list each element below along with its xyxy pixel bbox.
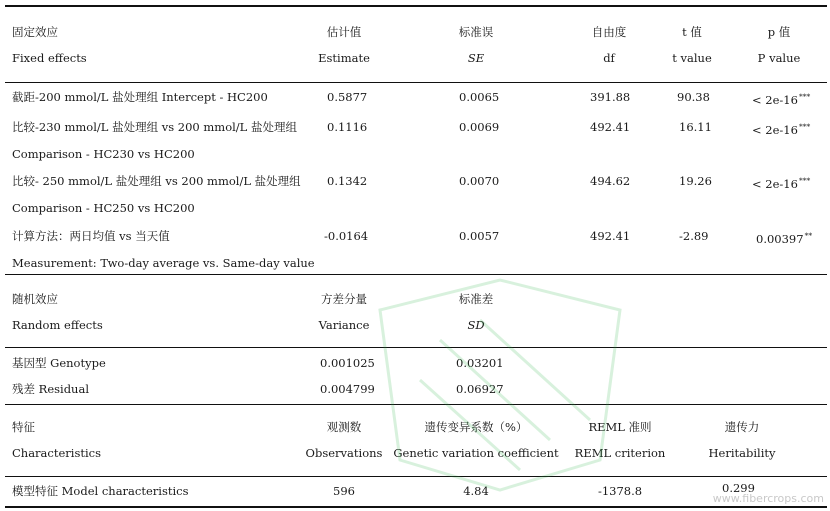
col-df-en: df (603, 51, 615, 65)
model-heritability: 0.299 (722, 481, 755, 495)
fixed-row-label-en: Comparison - HC250 vs HC200 (12, 201, 195, 215)
fixed-row-se: 0.0070 (459, 174, 500, 188)
fixed-row-p (752, 90, 810, 107)
col-estimate-en: Estimate (318, 51, 370, 65)
fixed-row-estimate: -0.0164 (324, 229, 369, 243)
fixed-row-df: 492.41 (590, 229, 631, 243)
col-sd-cn: 标准差 (458, 292, 494, 306)
col-p-en: P value (757, 51, 801, 65)
fixed-row-label: 比较- 250 mmol/L 盐处理组 vs 200 mmol/L 盐处理组 (12, 174, 301, 188)
model-reml: -1378.8 (597, 484, 643, 498)
fixed-effects-label-cn: 固定效应 (12, 25, 58, 39)
fixed-row-estimate: 0.5877 (327, 90, 368, 104)
significance-stars: *** (798, 122, 811, 131)
fixed-effects-label-en: Fixed effects (12, 51, 87, 65)
fixed-row-label: 比较-230 mmol/L 盐处理组 vs 200 mmol/L 盐处理组 (12, 120, 297, 134)
random-effects-label-en: Random effects (12, 318, 103, 332)
col-t-en: t value (672, 51, 712, 65)
col-se-en: SE (467, 51, 485, 65)
fixed-row-label-en: Comparison - HC230 vs HC200 (12, 147, 195, 161)
col-t-cn: t 值 (682, 25, 702, 39)
col-observations-en: Observations (305, 446, 383, 460)
random-row-label: 残差 Residual (12, 382, 90, 396)
col-variance-cn: 方差分量 (321, 292, 367, 306)
significance-stars: *** (798, 92, 811, 101)
random-row-sd: 0.03201 (456, 356, 504, 370)
watermark-url: www.fibercrops.com (712, 492, 824, 505)
col-gvc-cn: 遗传变异系数（%） (424, 420, 528, 434)
col-estimate-cn: 估计值 (326, 25, 362, 39)
col-gvc-en: Genetic variation coefficient (393, 446, 559, 460)
fixed-row-se: 0.0057 (459, 229, 500, 243)
col-reml-cn: REML 准则 (588, 420, 652, 434)
rule-after-header (5, 82, 827, 83)
fixed-row-label-en: Measurement: Two-day average vs. Same-day value (12, 256, 315, 270)
col-df-cn: 自由度 (591, 25, 627, 39)
random-row-label: 基因型 Genotype (12, 356, 106, 370)
fixed-row-t: 19.26 (679, 174, 712, 188)
model-observations: 596 (333, 484, 355, 498)
fixed-row-t: 16.11 (679, 120, 712, 134)
fixed-row-t: -2.89 (679, 229, 709, 243)
random-row-variance: 0.001025 (320, 356, 375, 370)
fixed-row-df: 391.88 (590, 90, 631, 104)
fixed-row-p (756, 229, 812, 246)
fixed-row-p (752, 120, 810, 137)
fixed-row-se: 0.0069 (459, 120, 500, 134)
random-row-variance: 0.004799 (320, 382, 375, 396)
fixed-row-estimate: 0.1342 (327, 174, 368, 188)
characteristics-label-en: Characteristics (12, 446, 102, 460)
col-heritability-cn: 遗传力 (724, 420, 760, 434)
fixed-row-label: 计算方法：两日均值 vs 当天值 (12, 229, 170, 243)
fixed-row-t: 90.38 (677, 90, 710, 104)
fixed-row-df: 494.62 (590, 174, 631, 188)
random-row-sd: 0.06927 (456, 382, 504, 396)
p-value: < 2e-16 (752, 123, 798, 137)
fixed-row-estimate: 0.1116 (327, 120, 368, 134)
col-variance-en: Variance (318, 318, 370, 332)
col-observations-cn: 观测数 (326, 420, 362, 434)
col-p-cn: p 值 (767, 25, 791, 39)
significance-stars: *** (798, 176, 811, 185)
fixed-row-df: 492.41 (590, 120, 631, 134)
col-reml-en: REML criterion (574, 446, 666, 460)
significance-stars: ** (804, 231, 813, 240)
p-value: < 2e-16 (752, 93, 798, 107)
col-heritability-en: Heritability (708, 446, 776, 460)
p-value: 0.00397 (756, 232, 804, 246)
watermark-logo (360, 270, 643, 500)
fixed-row-p (752, 174, 810, 191)
model-row-label: 模型特征 Model characteristics (12, 484, 189, 498)
model-gvc: 4.84 (463, 484, 489, 498)
fixed-row-label: 截距-200 mmol/L 盐处理组 Intercept - HC200 (12, 90, 268, 104)
col-se-cn: 标准误 (458, 25, 494, 39)
characteristics-label-cn: 特征 (12, 420, 35, 434)
random-effects-label-cn: 随机效应 (12, 292, 58, 306)
p-value: < 2e-16 (752, 177, 798, 191)
bottom-rule (5, 506, 827, 508)
top-rule (5, 5, 827, 7)
col-sd-en: SD (467, 318, 485, 332)
fixed-row-se: 0.0065 (459, 90, 500, 104)
